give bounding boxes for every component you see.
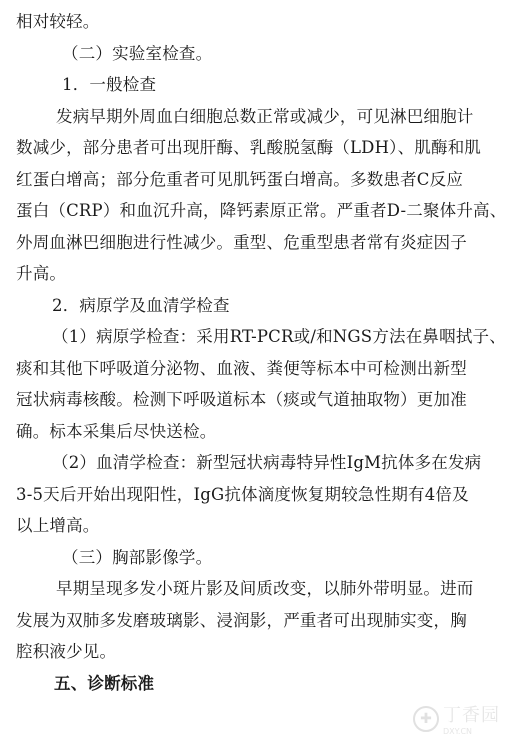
paragraph-line: （1）病原学检查：采用RT-PCR或/和NGS方法在鼻咽拭子、 (52, 327, 506, 346)
paragraph-line: 腔积液少见。 (16, 642, 117, 661)
paragraph-line: 以上增高。 (16, 516, 100, 535)
paragraph-line: 升高。 (16, 264, 67, 283)
section-heading-diagnostic-criteria: 五、诊断标准 (54, 673, 155, 693)
watermark-text-group (443, 701, 500, 736)
paragraph-line: 冠状病毒核酸。检测下呼吸道标本（痰或气道抽取物）更加准 (16, 390, 467, 409)
watermark-sub: DXY.CN (443, 727, 473, 736)
paragraph-line: 红蛋白增高；部分危重者可见肌钙蛋白增高。多数患者C反应 (16, 169, 464, 189)
paragraph-line: （2）血清学检查：新型冠状病毒特异性IgM抗体多在发病 (52, 453, 482, 472)
paragraph-line: 数减少，部分患者可出现肝酶、乳酸脱氢酶（LDH）、肌酶和肌 (16, 138, 482, 157)
paragraph-line: 发病早期外周血白细胞总数正常或减少，可见淋巴细胞计 (56, 106, 474, 126)
paragraph-line: 早期呈现多发小斑片影及间质改变，以肺外带明显。进而 (56, 579, 474, 598)
watermark (413, 701, 500, 736)
paragraph-line: 痰和其他下呼吸道分泌物、血液、粪便等标本中可检测出新型 (16, 358, 467, 378)
paragraph-line: 3-5天后开始出现阳性，IgG抗体滴度恢复期较急性期有4倍及 (16, 484, 469, 504)
medical-logo-icon: ✚ (413, 706, 439, 732)
text-line-continuation: 相对较轻。 (16, 12, 100, 31)
item-heading-pathogen-serology: 2．病原学及血清学检查 (52, 295, 230, 315)
subsection-heading-chest-imaging: （三）胸部影像学。 (62, 547, 213, 567)
paragraph-line: 发展为双肺多发磨玻璃影、浸润影，严重者可出现肺实变，胸 (16, 610, 467, 630)
paragraph-line: 蛋白（CRP）和血沉升高，降钙素原正常。严重者D-二聚体升高、 (16, 201, 507, 220)
subsection-heading-lab-tests: （二）实验室检查。 (62, 43, 213, 63)
item-heading-general-tests: 1．一般检查 (62, 75, 157, 94)
watermark-text: 丁香园 (443, 705, 500, 726)
paragraph-line: 确。标本采集后尽快送检。 (16, 421, 217, 441)
paragraph-line: 外周血淋巴细胞进行性减少。重型、危重型患者常有炎症因子 (16, 232, 467, 252)
